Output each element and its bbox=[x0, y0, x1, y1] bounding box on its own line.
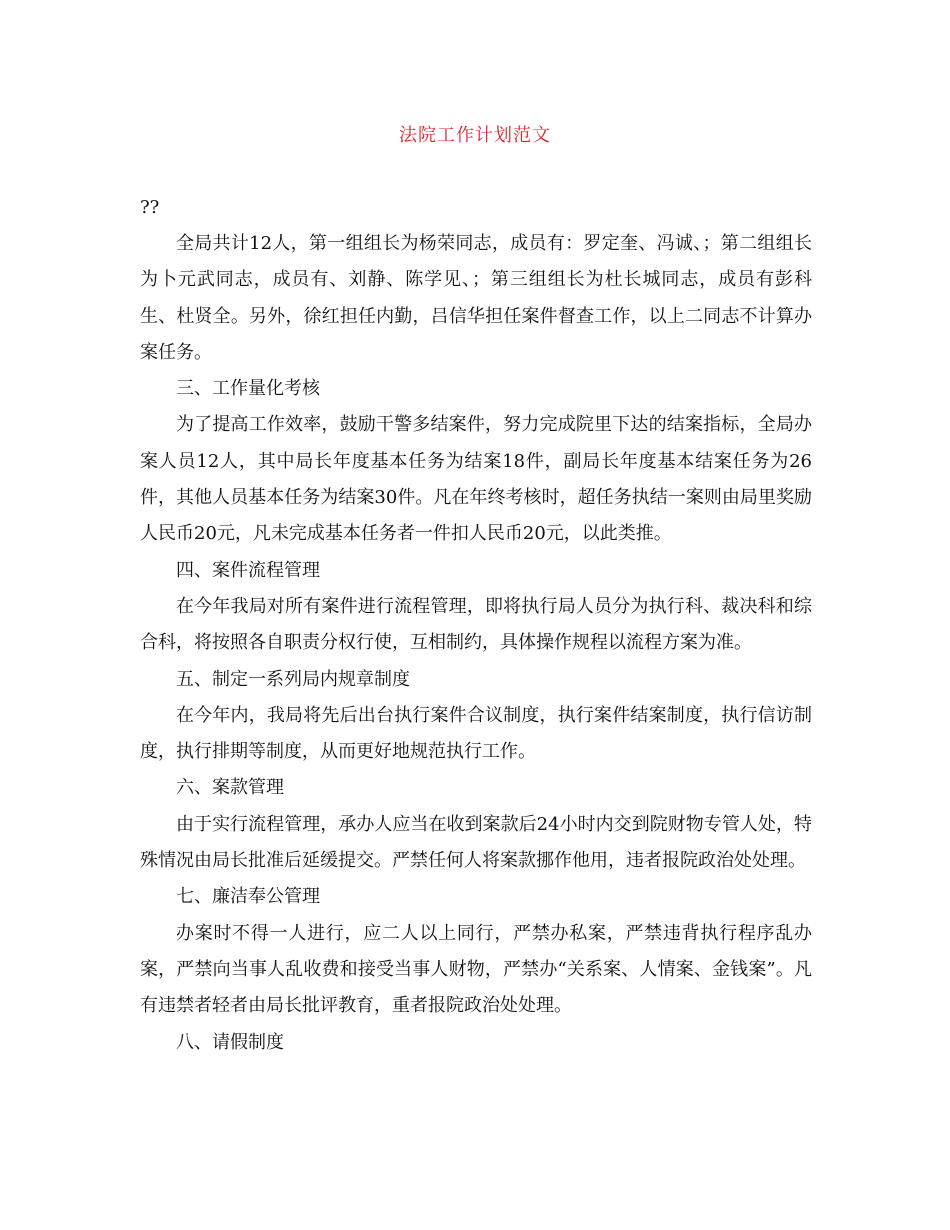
document-body bbox=[140, 226, 812, 1061]
paragraph-case-funds: 由于实行流程管理，承办人应当在收到案款后24小时内交到院财物专管人处，特殊情况由局长批准后延缓提交。严禁任何人将案款挪作他用，违者报院政治处处理。 bbox=[140, 813, 812, 872]
section-heading-4: 四、案件流程管理 bbox=[176, 559, 320, 581]
placeholder-marks: ?? bbox=[140, 197, 160, 218]
document-title: 法院工作计划范文 bbox=[399, 125, 551, 146]
section-heading-6: 六、案款管理 bbox=[176, 777, 284, 799]
section-heading-8: 八、请假制度 bbox=[176, 1031, 284, 1053]
section-heading-3: 三、工作量化考核 bbox=[176, 378, 320, 400]
paragraph-process-management: 在今年我局对所有案件进行流程管理，即将执行局人员分为执行科、裁决科和综合科，将按照各自职责分权行使，互相制约，具体操作规程以流程方案为准。 bbox=[140, 595, 812, 654]
paragraph-integrity: 办案时不得一人进行，应二人以上同行，严禁办私案，严禁违背执行程序乱办案，严禁向当事人乱收费和接受当事人财物，严禁办“关系案、人情案、金钱案”。凡有违禁者轻者由局长批评教育，重者报院政治处处理。 bbox=[140, 922, 812, 1017]
paragraph-group-members: 全局共计12人，第一组组长为杨荣同志，成员有：罗定奎、冯诚、；第二组组长为卜元武同志，成员有、刘静、陈学见、；第三组组长为杜长城同志，成员有彭科生、杜贤全。另外，徐红担任内勤，吕信华担任案件督查工作，以上二同志不计算办案任务。 bbox=[140, 233, 812, 363]
paragraph-regulations: 在今年内，我局将先后出台执行案件合议制度，执行案件结案制度，执行信访制度，执行排期等制度，从而更好地规范执行工作。 bbox=[140, 704, 812, 763]
section-heading-7: 七、廉洁奉公管理 bbox=[176, 886, 320, 908]
section-heading-5: 五、制定一系列局内规章制度 bbox=[176, 668, 410, 690]
paragraph-assessment: 为了提高工作效率，鼓励干警多结案件，努力完成院里下达的结案指标，全局办案人员12人，其中局长年度基本任务为结案18件，副局长年度基本结案任务为26件，其他人员基本任务为结案30件。凡在年终考核时，超任务执结一案则由局里奖励人民币20元，凡未完成基本任务者一件扣人民币20元，以此类推。 bbox=[140, 414, 812, 545]
